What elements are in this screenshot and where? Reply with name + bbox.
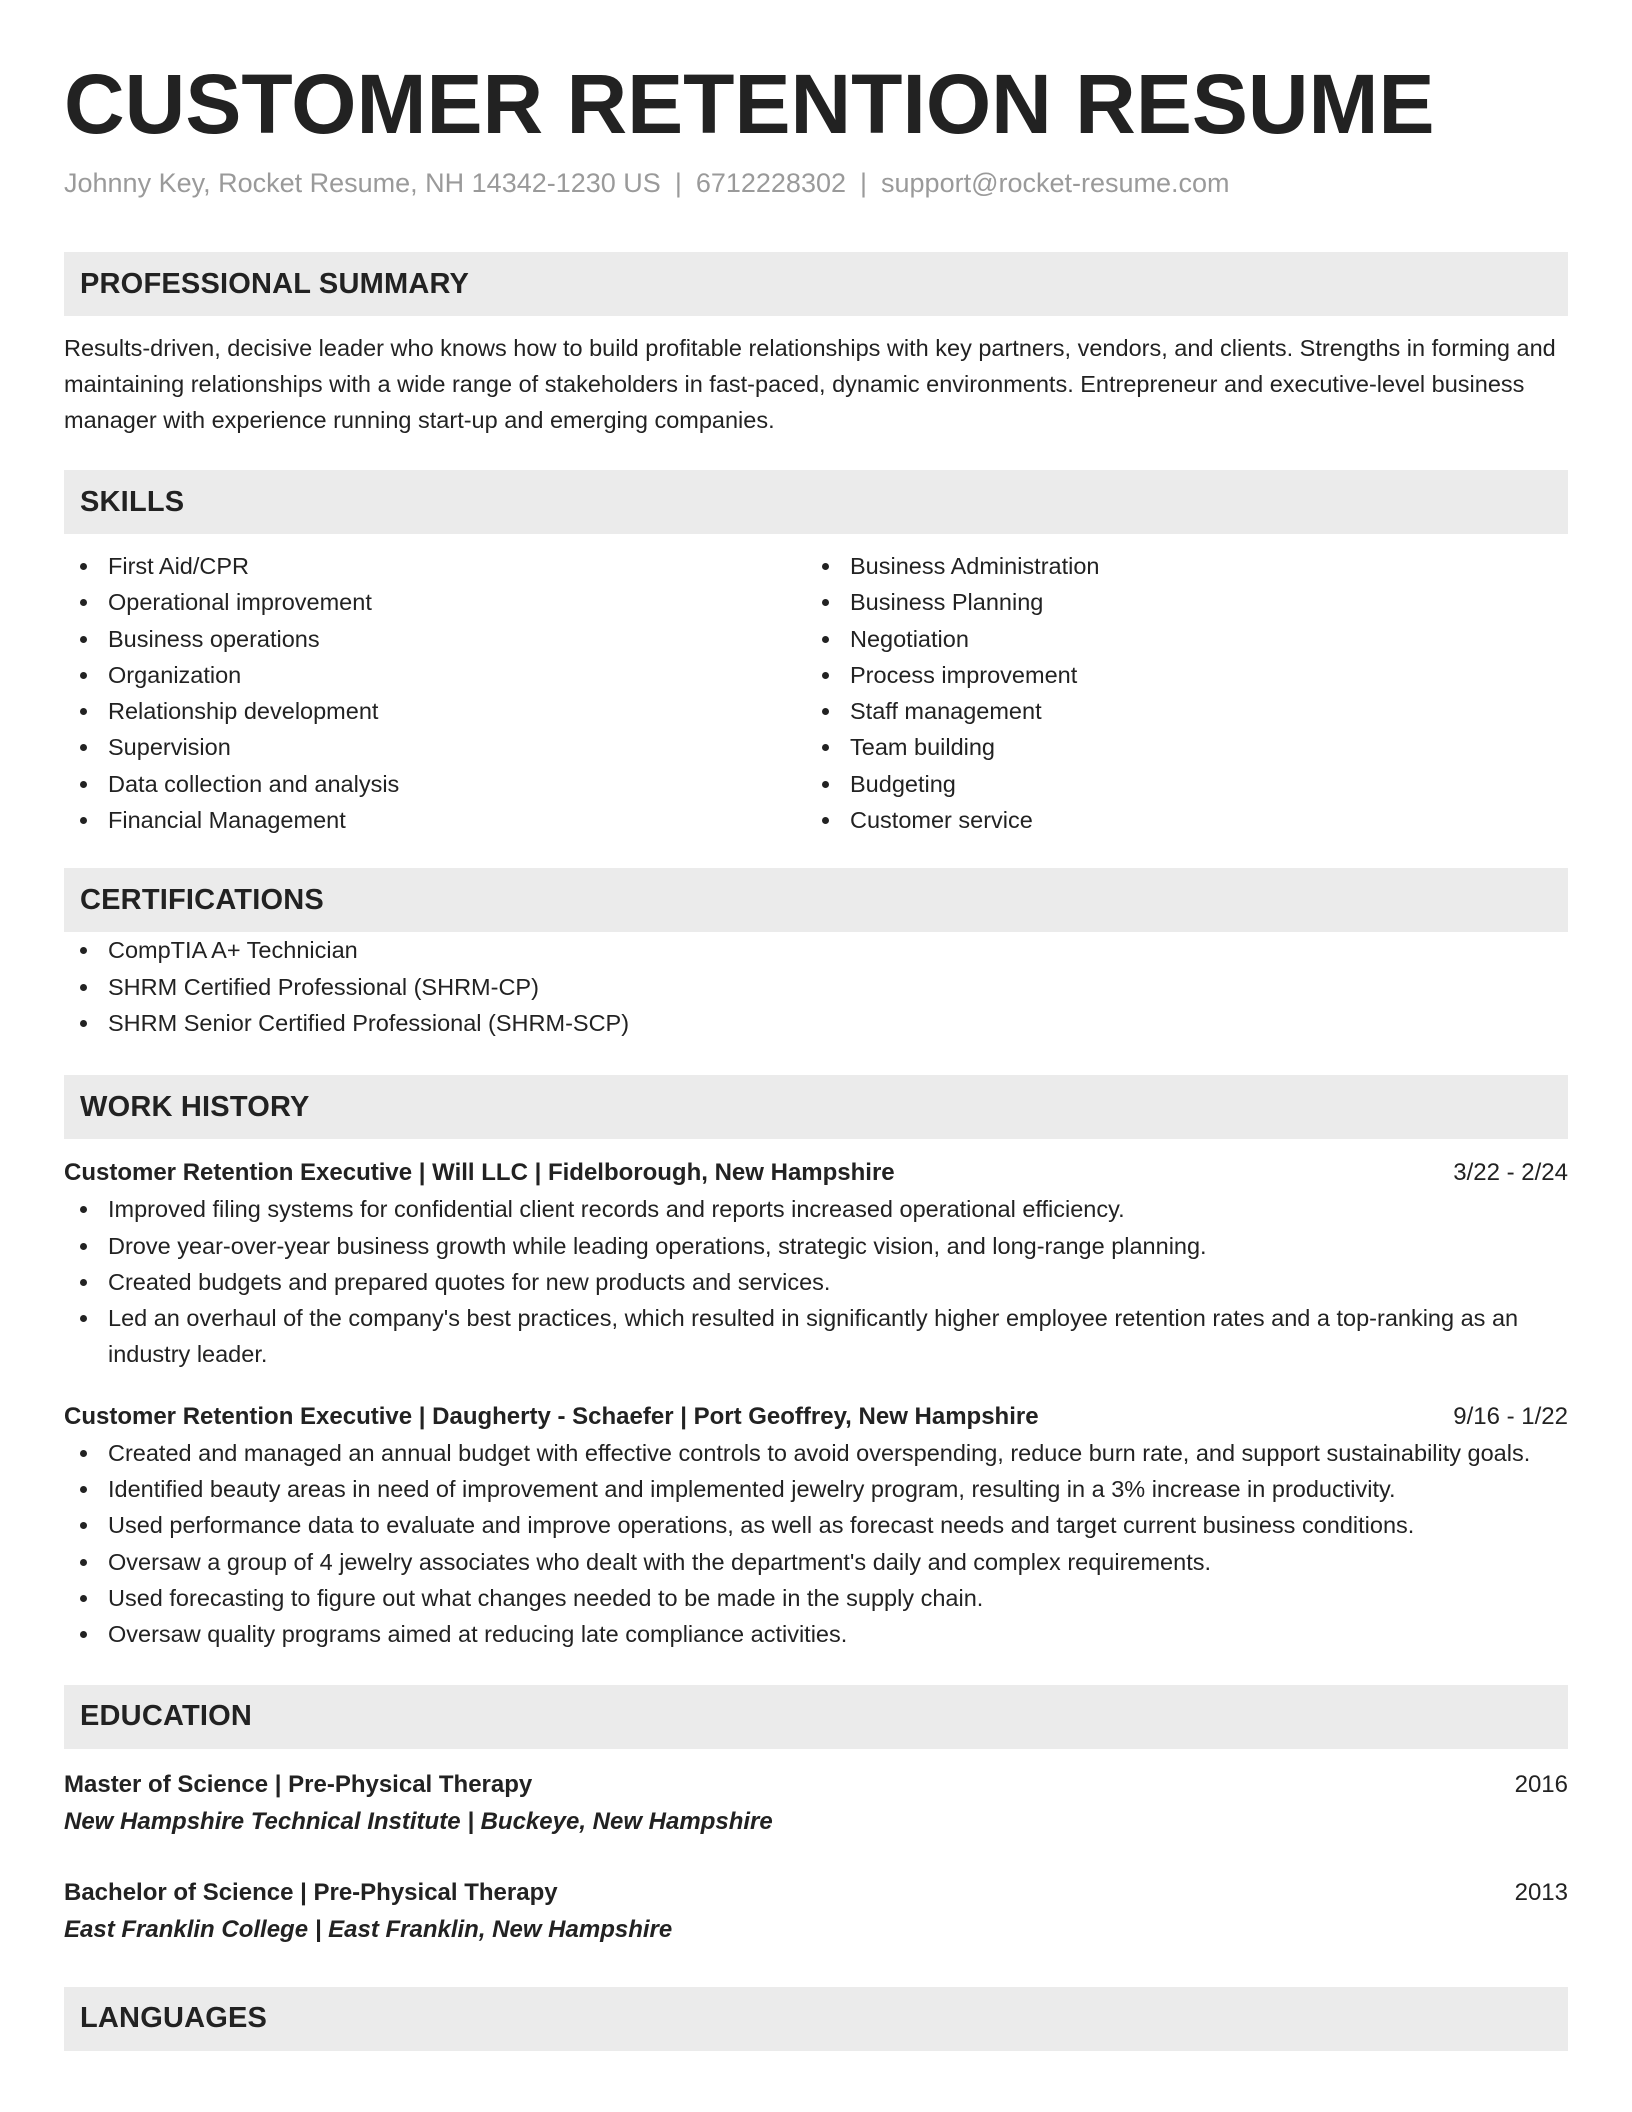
- skill-item: Operational improvement: [64, 584, 806, 620]
- skill-item: Customer service: [806, 802, 1548, 838]
- skills-column-left: [64, 548, 806, 838]
- skill-item: First Aid/CPR: [64, 548, 806, 584]
- job-bullet: Oversaw a group of 4 jewelry associates who dealt with the department's daily and complex requirements.: [64, 1544, 1568, 1580]
- resume-title: CUSTOMER RETENTION RESUME: [64, 57, 1435, 151]
- job-bullet-list: [64, 1191, 1568, 1372]
- section-header-summary: PROFESSIONAL SUMMARY: [64, 252, 1568, 316]
- skill-item: Organization: [64, 657, 806, 693]
- certification-item: CompTIA A+ Technician: [64, 932, 1568, 968]
- certification-item: SHRM Senior Certified Professional (SHRM-SCP): [64, 1005, 1568, 1041]
- contact-line: [64, 166, 1568, 200]
- contact-phone: 6712228302: [695, 168, 846, 198]
- job-bullet: Identified beauty areas in need of improvement and implemented jewelry program, resulting in a 3% increase in productivity.: [64, 1471, 1568, 1507]
- job-header: [64, 1399, 1568, 1435]
- education-school: New Hampshire Technical Institute | Buckeye, New Hampshire: [64, 1807, 773, 1835]
- section-header-work-history: WORK HISTORY: [64, 1075, 1568, 1139]
- job-bullet: Improved filing systems for confidential client records and reports increased operational efficiency.: [64, 1191, 1568, 1227]
- job-header: [64, 1155, 1568, 1191]
- certification-item: SHRM Certified Professional (SHRM-CP): [64, 969, 1568, 1005]
- education-entry: [64, 1875, 1568, 1949]
- job-entry: [64, 1155, 1568, 1372]
- skill-item: Relationship development: [64, 693, 806, 729]
- skills-list-right: [806, 548, 1548, 838]
- education-header: [64, 1767, 1568, 1803]
- job-bullet: Led an overhaul of the company's best practices, which resulted in significantly higher employee retention rates and a top-ranking as an industry leader.: [64, 1300, 1568, 1373]
- skill-item: Staff management: [806, 693, 1548, 729]
- section-header-languages: LANGUAGES: [64, 1987, 1568, 2051]
- skill-item: Supervision: [64, 729, 806, 765]
- job-bullet: Used performance data to evaluate and improve operations, as well as forecast needs and target current business conditions.: [64, 1507, 1568, 1543]
- skill-item: Financial Management: [64, 802, 806, 838]
- contact-separator: |: [674, 168, 682, 198]
- education-year: 2016: [1514, 1770, 1568, 1798]
- job-bullet-list: [64, 1435, 1568, 1653]
- education-header: [64, 1875, 1568, 1911]
- job-bullet: Created and managed an annual budget with effective controls to avoid overspending, reduce burn rate, and support sustainability goals.: [64, 1435, 1568, 1471]
- education-degree: Bachelor of Science | Pre-Physical Therapy: [64, 1878, 558, 1906]
- job-bullet: Used forecasting to figure out what changes needed to be made in the supply chain.: [64, 1580, 1568, 1616]
- resume-page: [64, 0, 1568, 2051]
- job-title: Customer Retention Executive | Daugherty - Schaefer | Port Geoffrey, New Hampshire: [64, 1402, 1039, 1430]
- contact-address: Johnny Key, Rocket Resume, NH 14342-1230 US: [64, 168, 661, 198]
- job-dates: 9/16 - 1/22: [1453, 1402, 1568, 1430]
- job-entry: [64, 1399, 1568, 1653]
- skill-item: Team building: [806, 729, 1548, 765]
- job-bullet: Oversaw quality programs aimed at reducing late compliance activities.: [64, 1616, 1568, 1652]
- skill-item: Process improvement: [806, 657, 1548, 693]
- skill-item: Budgeting: [806, 766, 1548, 802]
- skill-item: Data collection and analysis: [64, 766, 806, 802]
- contact-separator: |: [860, 168, 868, 198]
- section-header-education: EDUCATION: [64, 1685, 1568, 1749]
- summary-text: Results-driven, decisive leader who knows how to build profitable relationships with key partners, vendors, and clients. Strengths in forming and maintaining relationships with a wide range of stakeholders in fast-paced, dynamic environments. Entrepreneur and executive-level business manager with experience running start-up and emerging companies.: [64, 335, 1556, 433]
- job-bullet: Created budgets and prepared quotes for new products and services.: [64, 1264, 1568, 1300]
- skill-item: Negotiation: [806, 621, 1548, 657]
- skills-list-left: [64, 548, 806, 838]
- education-degree: Master of Science | Pre-Physical Therapy: [64, 1770, 533, 1798]
- skill-item: Business Planning: [806, 584, 1548, 620]
- skills-column-right: [806, 548, 1548, 838]
- contact-email: support@rocket-resume.com: [881, 168, 1230, 198]
- job-bullet: Drove year-over-year business growth while leading operations, strategic vision, and long-range planning.: [64, 1228, 1568, 1264]
- section-header-skills: SKILLS: [64, 470, 1568, 534]
- education-year: 2013: [1514, 1878, 1568, 1906]
- section-header-certifications: CERTIFICATIONS: [64, 868, 1568, 932]
- job-title: Customer Retention Executive | Will LLC | Fidelborough, New Hampshire: [64, 1159, 895, 1187]
- job-dates: 3/22 - 2/24: [1453, 1159, 1568, 1187]
- skill-item: Business operations: [64, 621, 806, 657]
- education-entry: [64, 1767, 1568, 1841]
- certifications-list: [64, 932, 1568, 1041]
- skills-grid: [64, 548, 1568, 838]
- education-school: East Franklin College | East Franklin, New Hampshire: [64, 1915, 673, 1943]
- skill-item: Business Administration: [806, 548, 1548, 584]
